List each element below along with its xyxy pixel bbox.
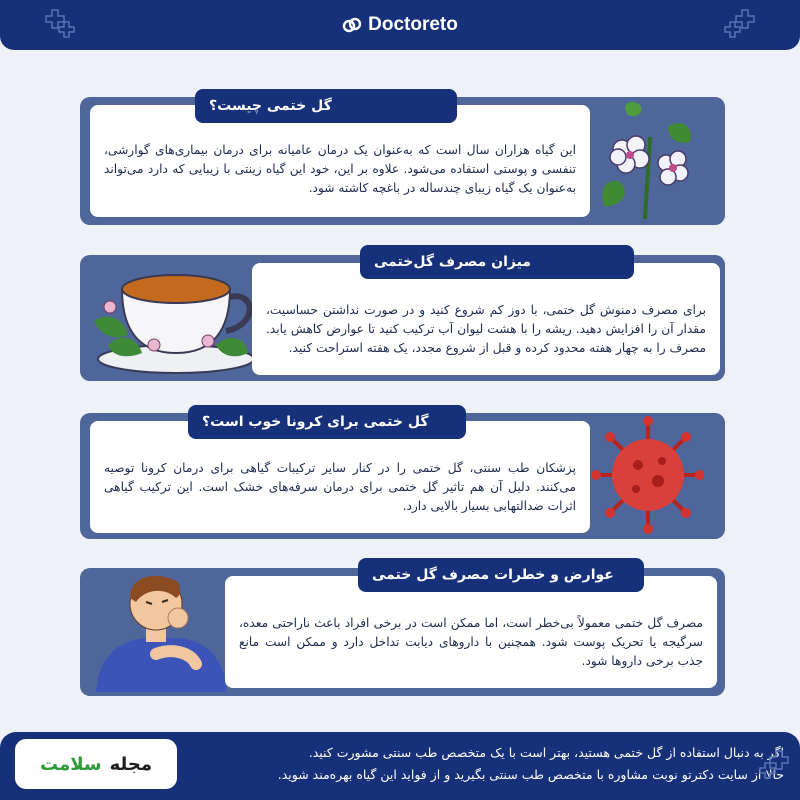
brand-logo[interactable] <box>342 14 458 36</box>
footer-text <box>164 742 784 790</box>
badge-word-2: سلامت <box>40 753 102 775</box>
section-body: برای مصرف دمنوش گل ختمی، با دوز کم شروع کنید و در صورت نداشتن حساسیت، مقدار آن را افزایش دهید. ریشه را با هشت لیوان آب ترکیب کنید تا عوارض کاهش یابد. مصرف را به چهار هفته محدود کرده و قبل از شروع مجدد، یک هفته استراحت کنید. <box>252 263 720 375</box>
section-title: گل ختمی برای کرونا خوب است؟ <box>188 405 466 439</box>
section-body: این گیاه هزاران سال است که به‌عنوان یک درمان عامیانه برای درمان بیماری‌های گوارشی، تنفسی و پوستی استفاده می‌شود. علاوه بر این، خود این گیاه زینتی با زیبایی که دارد می‌تواند به‌عنوان یک گیاه زیبای چندساله در باغچه کاشته شود. <box>90 105 590 217</box>
section-card-corona <box>80 413 725 539</box>
doctoreto-logo-icon <box>342 15 362 35</box>
section-title: گل ختمی چیست؟ <box>195 89 457 123</box>
coughing-man-icon <box>86 568 236 692</box>
badge-word-1: مجله <box>109 753 152 775</box>
header-bar <box>0 0 800 50</box>
footer-line-1: اگر به دنبال استفاده از گل ختمی هستید، بهتر است با یک متخصص طب سنتی مشورت کنید. <box>308 745 784 760</box>
tea-cup-icon <box>88 261 258 375</box>
plus-pattern-icon <box>722 6 758 42</box>
section-title: عوارض و خطرات مصرف گل ختمی <box>358 558 644 592</box>
section-body: مصرف گل ختمی معمولاً بی‌خطر است، اما ممکن است در برخی افراد باعث ناراحتی معده، سرگیجه یا تحریک پوست شود. همچنین با داروهای دیابت تداخل دارد و ممکن است مانع جذب برخی داروها شود. <box>225 576 717 688</box>
virus-icon <box>592 415 704 535</box>
section-card-what-is <box>80 97 725 225</box>
magazine-badge[interactable] <box>12 736 180 792</box>
section-body: پزشکان طب سنتی، گل ختمی را در کنار سایر ترکیبات گیاهی برای درمان کرونا توصیه می‌کنند. دلیل آن هم تاثیر گل ختمی برای درمان سرفه‌های خشک است. این ترکیب گیاهی اثرات ضدالتهابی بسیار بالایی دارد. <box>90 421 590 533</box>
marshmallow-flower-icon <box>590 97 700 219</box>
plus-pattern-icon <box>42 6 78 42</box>
brand-name: Doctoreto <box>368 14 458 35</box>
section-title: میزان مصرف گل‌ختمی <box>360 245 634 279</box>
plus-pattern-icon <box>758 748 792 782</box>
section-card-dosage <box>80 255 725 381</box>
section-card-side-effects <box>80 568 725 696</box>
footer-line-2: حالا از سایت دکترتو نوبت مشاوره با متخصص طب سنتی بگیرید و از فواید این گیاه بهره‌مند شوید. <box>277 767 784 782</box>
